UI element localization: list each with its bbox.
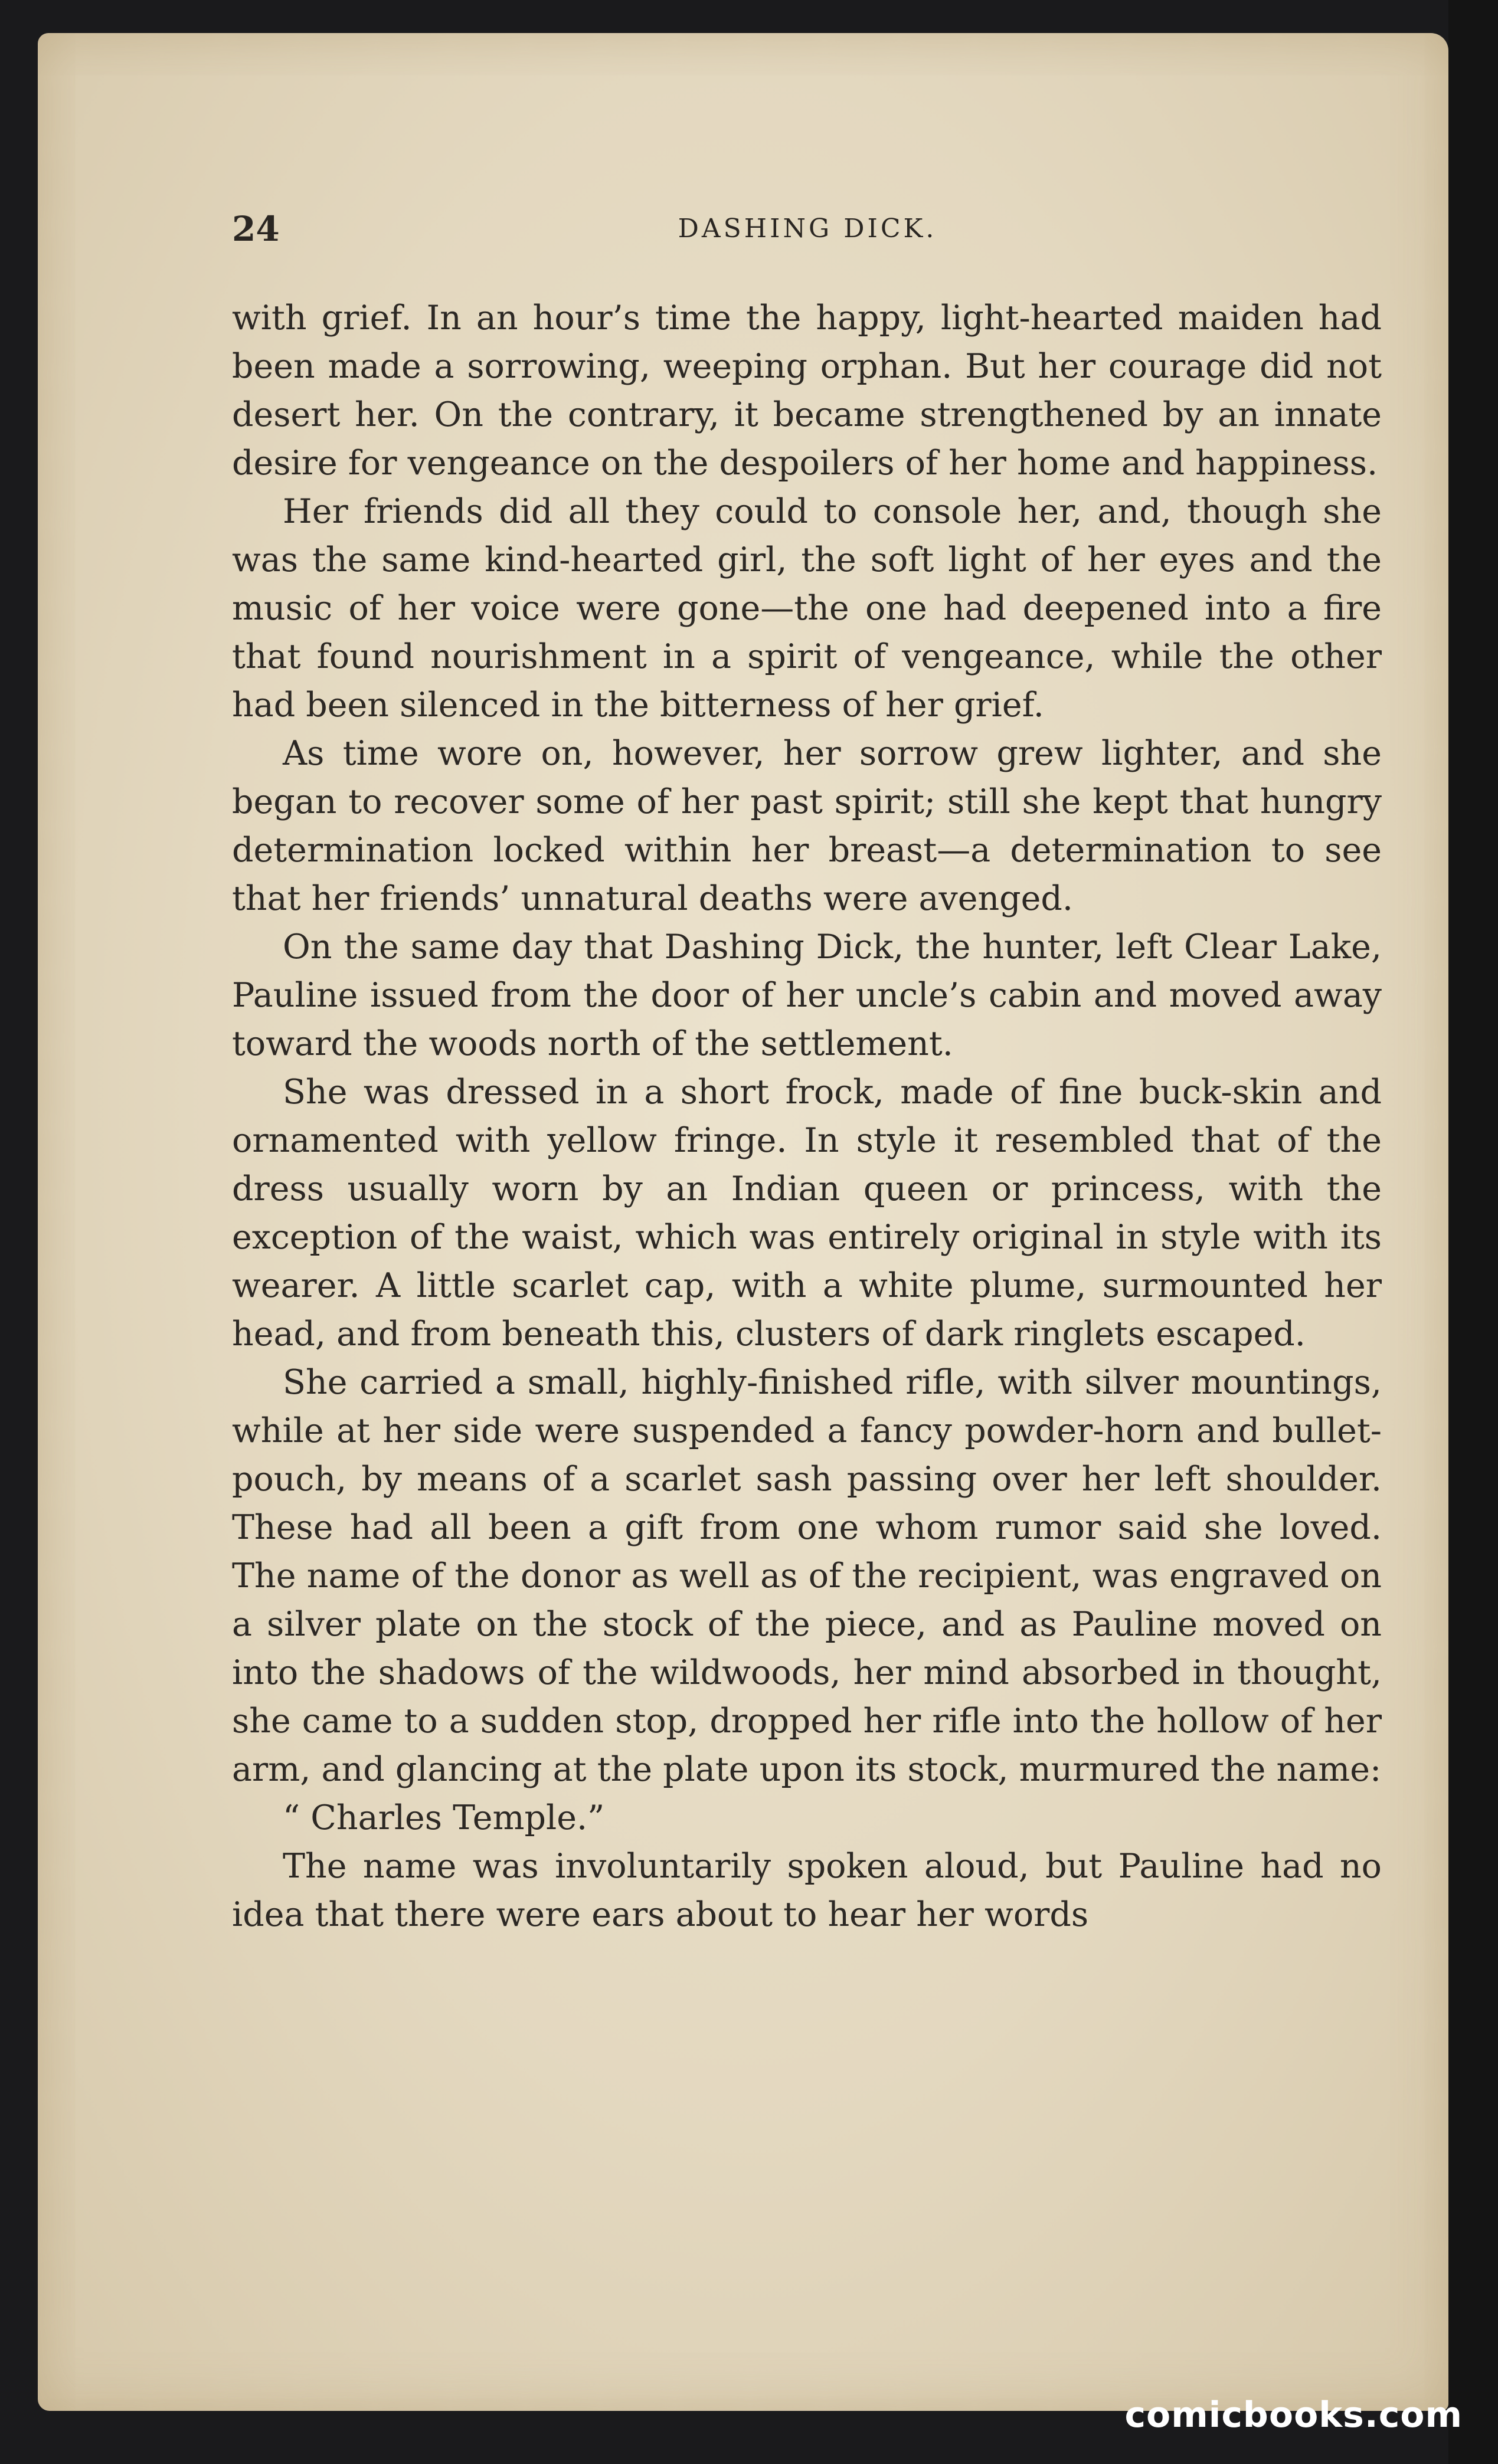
paragraph: with grief. In an hour’s time the happy, light-hearted maiden had been made a sorrowing, weeping orphan. But her courage did not desert her. On the contrary, it became strengthened by an innate desire for vengeance on the despoilers of her home and happiness. xyxy=(232,299,1382,483)
running-head: DASHING DICK. xyxy=(678,214,937,244)
paragraph: Her friends did all they could to console her, and, though she was the same kind-hearted girl, the soft light of her eyes and the music of her voice were gone—the one had deepened into a fire that found nourishment in a spirit of vengeance, while the other had been silenced in the bitterness of her grief. xyxy=(232,492,1382,725)
book-spine xyxy=(1448,0,1498,2464)
page-header xyxy=(232,205,1383,253)
paragraph: She carried a small, highly-finished rifle, with silver mountings, while at her side were suspended a fancy powder-horn and bullet-pouch, by means of a scarlet sash passing over her left shoulder. These had all been a gift from one whom rumor said she loved. The name of the donor as well as of the recipient, was engraved on a silver plate on the stock of the piece, and as Pauline moved on into the shadows of the wildwoods, her mind absorbed in thought, she came to a sudden stop, dropped her rifle into the hollow of her arm, and glancing at the plate upon its stock, murmured the name: xyxy=(232,1363,1382,1789)
paragraph: As time wore on, however, her sorrow grew lighter, and she began to recover some of her past spirit; still she kept that hungry determination locked within her breast—a determination to see that her friends’ unnatural deaths were avenged. xyxy=(232,734,1382,918)
watermark: comicbooks.com xyxy=(1124,2394,1463,2436)
body-text xyxy=(232,294,1382,1939)
paragraph: “ Charles Temple.” xyxy=(283,1798,605,1837)
page-number: 24 xyxy=(232,209,280,249)
paragraph: She was dressed in a short frock, made of fine buck-skin and ornamented with yellow fringe. In style it resembled that of the dress usually worn by an Indian queen or princess, with the exception of the waist, which was entirely original in style with its wearer. A little scarlet cap, with a white plume, surmounted her head, and from beneath this, clusters of dark ringlets escaped. xyxy=(232,1073,1382,1354)
paragraph: On the same day that Dashing Dick, the hunter, left Clear Lake, Pauline issued from the door of her uncle’s cabin and moved away toward the woods north of the settlement. xyxy=(232,928,1382,1063)
paragraph: The name was involuntarily spoken aloud, but Pauline had no idea that there were ears about to hear her words xyxy=(232,1847,1382,1934)
